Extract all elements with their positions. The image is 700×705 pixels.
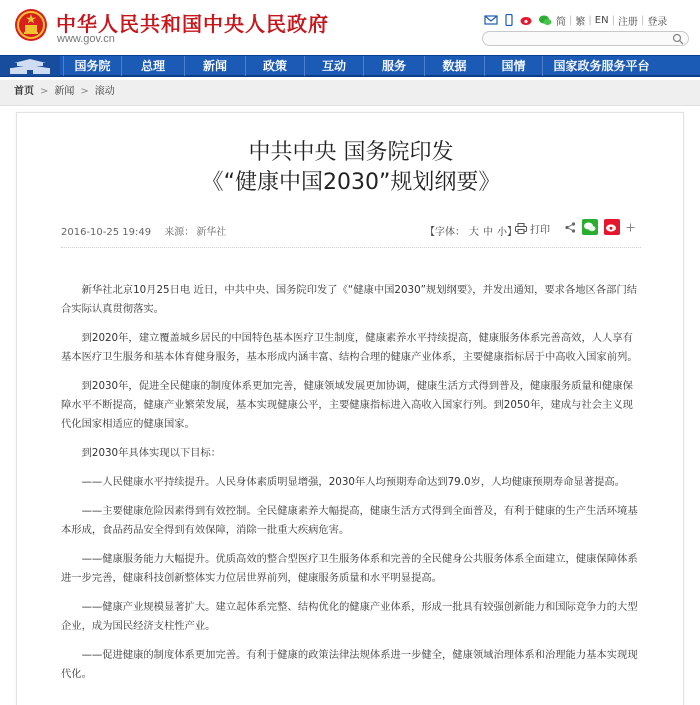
email-icon[interactable]: [484, 14, 498, 26]
article-paragraph: ——健康产业规模显著扩大。建立起体系完整、结构优化的健康产业体系，形成一批具有较强创新能力和国际竞争力的大型企业，成为国民经济支柱性产业。: [61, 601, 638, 632]
wechat-share-icon[interactable]: [582, 219, 598, 235]
article-title-line2: 《“健康中国2030”规划纲要》: [201, 170, 501, 195]
font-size-controls: [425, 223, 517, 238]
more-share-icon[interactable]: [626, 223, 635, 232]
nav-item-state-council[interactable]: 国务院: [63, 56, 121, 76]
nav-item-policy[interactable]: 政策: [245, 56, 304, 76]
meta-divider: [61, 247, 641, 248]
print-label: 打印: [530, 225, 550, 236]
weibo-icon[interactable]: [520, 14, 534, 26]
breadcrumb-separator: >: [80, 86, 89, 97]
share-icon[interactable]: [565, 222, 576, 233]
mobile-icon[interactable]: [502, 14, 516, 26]
font-size-label: 【字体：: [425, 227, 465, 238]
search-icon[interactable]: [672, 33, 684, 45]
print-button[interactable]: [515, 221, 550, 236]
site-url: www.gov.cn: [57, 33, 115, 45]
tiananmen-gate-icon: [0, 56, 60, 76]
nav-item-national-info[interactable]: 国情: [484, 56, 542, 76]
nav-item-gov-service-platform[interactable]: 国家政务服务平台: [542, 56, 660, 76]
nav-item-data[interactable]: 数据: [424, 56, 484, 76]
login-link[interactable]: 登录: [647, 16, 668, 28]
source-value: 新华社: [196, 227, 227, 238]
article-body: [61, 281, 641, 694]
article-paragraph: ——促进健康的制度体系更加完善。有利于健康的政策法律法规体系进一步健全，健康领域治理体系和治理能力基本实现现代化。: [61, 649, 638, 680]
main-nav: [0, 55, 700, 77]
nav-item-news[interactable]: 新闻: [184, 56, 245, 76]
lang-traditional-link[interactable]: 繁: [575, 16, 586, 28]
nav-item-premier[interactable]: 总理: [121, 56, 184, 76]
nav-item-services[interactable]: 服务: [363, 56, 424, 76]
site-title[interactable]: 中华人民共和国中央人民政府: [56, 12, 329, 36]
source-label: 来源：: [164, 227, 195, 238]
breadcrumb-separator: >: [40, 86, 49, 97]
separator: |: [588, 14, 592, 26]
article-paragraph: 到2030年具体实现以下目标：: [81, 447, 222, 459]
article-paragraph: 到2030年，促进全民健康的制度体系更加完善，健康领域发展更加协调，健康生活方式得到普及，健康服务质量和健康保障水平不断提高，健康产业繁荣发展，基本实现健康公平，主要健康指标进入高收入国家行列。到2050年，建成与社会主义现代化国家相适应的健康国家。: [61, 380, 633, 430]
breadcrumb-news[interactable]: 新闻: [54, 86, 75, 97]
breadcrumb-home[interactable]: 首页: [14, 86, 34, 97]
article-paragraph: ——人民健康水平持续提升。人民身体素质明显增强，2030年人均预期寿命达到79.0岁，人均健康预期寿命显著提高。: [81, 476, 625, 488]
article-paragraph: ——健康服务能力大幅提升。优质高效的整合型医疗卫生服务体系和完善的全民健身公共服务体系全面建立，健康保障体系进一步完善，健康科技创新整体实力位居世界前列，健康服务质量和水平明显提高。: [61, 553, 638, 584]
register-link[interactable]: 注册: [617, 16, 638, 28]
separator: |: [611, 14, 615, 26]
lang-english-link[interactable]: EN: [594, 14, 609, 26]
search-box: [482, 31, 689, 46]
site-header: [0, 0, 700, 55]
top-links: [484, 12, 667, 28]
font-size-large[interactable]: 大: [469, 227, 479, 238]
article-card: [16, 112, 684, 705]
separator: |: [569, 14, 573, 26]
breadcrumb-rolling[interactable]: 滚动: [94, 86, 115, 97]
breadcrumb: [0, 80, 700, 106]
wechat-icon[interactable]: [538, 14, 552, 26]
article-paragraph: ——主要健康危险因素得到有效控制。全民健康素养大幅提高，健康生活方式得到全面普及，有利于健康的生产生活环境基本形成，食品药品安全得到有效保障，消除一批重大疾病危害。: [61, 505, 638, 536]
national-emblem-icon[interactable]: [14, 8, 48, 42]
article-paragraph: 到2020年，建立覆盖城乡居民的中国特色基本医疗卫生制度，健康素养水平持续提高，健康服务体系完善高效，人人享有基本医疗卫生服务和基本体育健身服务，基本形成内涵丰富、结构合理的健康产业体系，主要健康指标居于中高收入国家前列。: [61, 332, 638, 363]
printer-icon: [515, 223, 527, 234]
search-input[interactable]: [491, 33, 661, 44]
article-title-line1: 中共中央 国务院印发: [248, 140, 454, 165]
article-meta: [61, 223, 236, 238]
share-bar: [565, 219, 641, 235]
publish-date: 2016-10-25 19:49: [61, 227, 152, 238]
article-paragraph: 新华社北京10月25日电 近日，中共中央、国务院印发了《“健康中国2030”规划纲要》，并发出通知，要求各地区各部门结合实际认真贯彻落实。: [61, 284, 638, 315]
font-size-medium[interactable]: 中: [483, 227, 493, 238]
nav-item-interaction[interactable]: 互动: [304, 56, 363, 76]
weibo-share-icon[interactable]: [604, 219, 620, 235]
lang-simplified-link[interactable]: 简: [556, 16, 566, 28]
separator: |: [640, 14, 645, 26]
font-size-small[interactable]: 小】: [497, 227, 517, 238]
